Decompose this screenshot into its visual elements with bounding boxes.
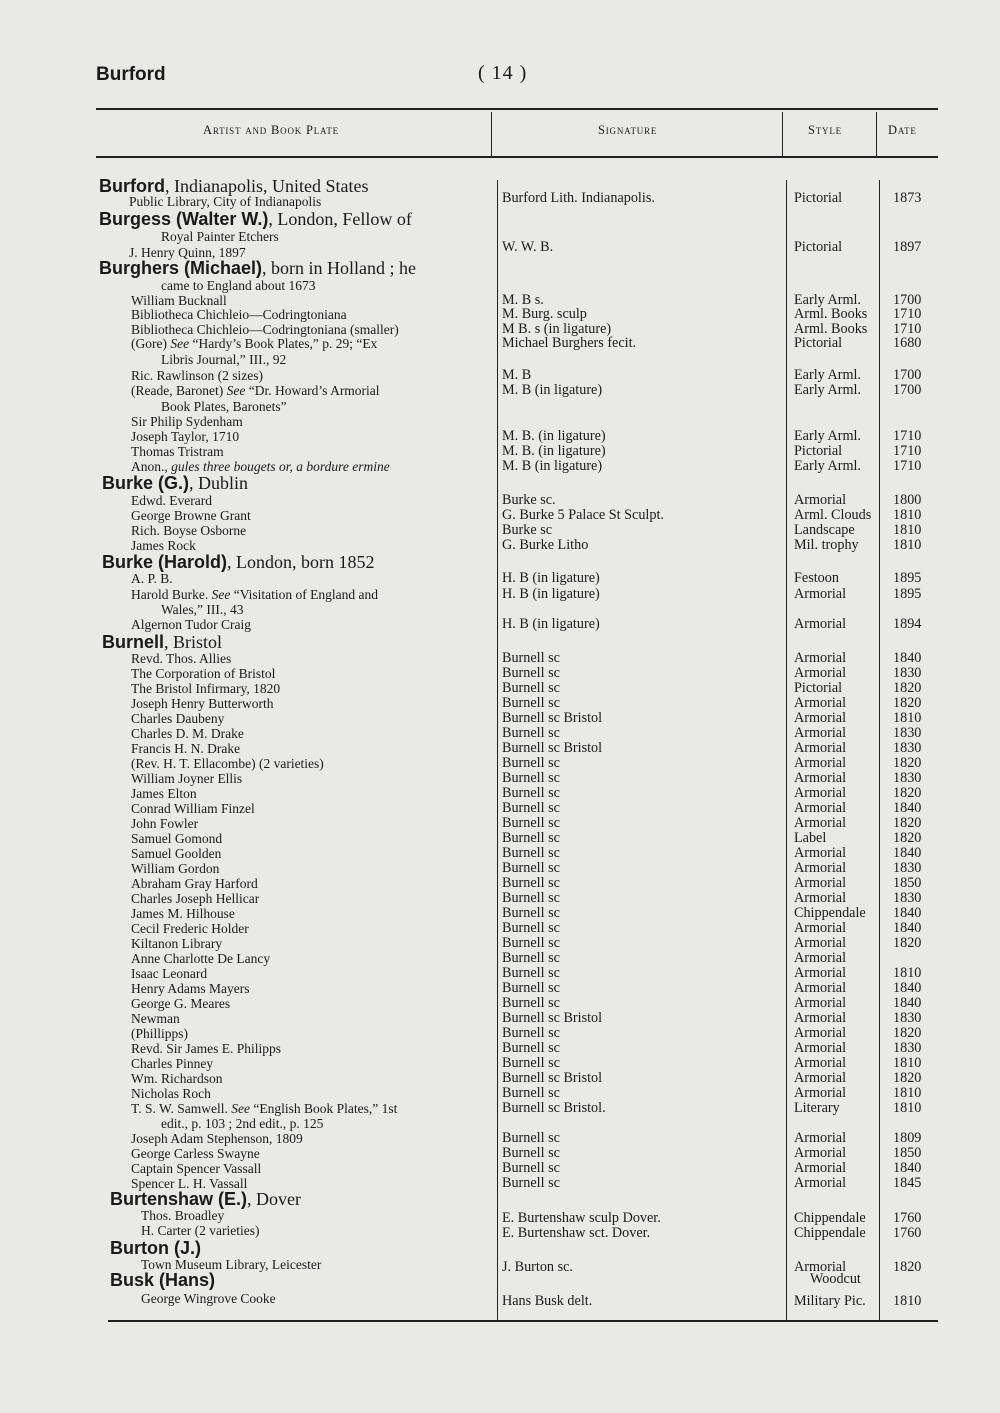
date-cell: 1710	[893, 428, 922, 444]
book-plate-owner: came to England about 1673	[161, 278, 316, 293]
book-plate-owner: The Bristol Infirmary, 1820	[131, 681, 281, 696]
book-plate-owner: Samuel Goolden	[131, 846, 222, 861]
artist-details: , London, Fellow of	[268, 209, 412, 229]
book-plate-owner: A. P. B.	[131, 571, 173, 586]
style-cell: Armorial	[794, 1085, 847, 1101]
signature-cell: H. B (in ligature)	[502, 586, 600, 602]
date-cell: 1894	[893, 616, 922, 632]
date-cell: 1840	[893, 1160, 922, 1176]
column-header-date: Date	[888, 123, 917, 137]
date-cell: 1809	[893, 1130, 922, 1146]
book-plate-owner: J. Henry Quinn, 1897	[129, 245, 246, 260]
style-cell: Armorial	[794, 875, 847, 891]
table-bottom-rule	[108, 1320, 938, 1322]
book-plate-owner: (Phillipps)	[131, 1026, 189, 1041]
book-plate-owner: (Rev. H. T. Ellacombe) (2 varieties)	[131, 756, 324, 771]
signature-cell: Burnell sc	[502, 980, 560, 996]
signature-cell: H. B (in ligature)	[502, 616, 600, 632]
date-cell: 1850	[893, 1145, 922, 1161]
style-cell: Armorial	[794, 710, 847, 726]
book-plate-owner: Wales,” III., 43	[161, 602, 244, 617]
book-plate-owner: Isaac Leonard	[131, 966, 208, 981]
style-cell: Armorial	[794, 1145, 847, 1161]
date-cell: 1897	[893, 239, 922, 255]
book-plate-owner: Wm. Richardson	[131, 1071, 223, 1086]
signature-cell: Burnell sc	[502, 785, 560, 801]
style-cell: Armorial	[794, 1070, 847, 1086]
signature-cell: J. Burton sc.	[502, 1259, 573, 1275]
date-cell: 1810	[893, 522, 922, 538]
signature-cell: Burnell sc	[502, 650, 560, 666]
signature-cell: Burnell sc	[502, 1130, 560, 1146]
signature-cell: Burnell sc	[502, 1025, 560, 1041]
book-plate-owner: Francis H. N. Drake	[131, 741, 241, 756]
signature-cell: Burnell sc	[502, 665, 560, 681]
artist-name: Busk (Hans)	[110, 1270, 216, 1290]
book-plate-owner: Kiltanon Library	[131, 936, 223, 951]
date-cell: 1840	[893, 920, 922, 936]
style-cell: Mil. trophy	[794, 537, 859, 553]
signature-cell: E. Burtenshaw sct. Dover.	[502, 1225, 651, 1241]
style-cell: Armorial	[794, 920, 847, 936]
signature-cell: Michael Burghers fecit.	[502, 335, 637, 351]
signature-cell: Burke sc.	[502, 492, 556, 508]
book-plate-owner: Anne Charlotte De Lancy	[131, 951, 271, 966]
book-plate-owner: Edwd. Everard	[131, 493, 212, 508]
artist-details: , Dublin	[189, 473, 249, 493]
signature-cell: Burnell sc	[502, 935, 560, 951]
style-cell: Armorial	[794, 1055, 847, 1071]
artist-name: Burghers (Michael)	[99, 258, 263, 278]
style-cell: Armorial	[794, 860, 847, 876]
style-cell: Landscape	[794, 522, 855, 538]
artist-entry-heading	[99, 209, 412, 230]
book-plate-owner: Libris Journal,” III., 92	[161, 352, 287, 367]
book-plate-owner: James Rock	[131, 538, 196, 553]
date-cell: 1810	[893, 1085, 922, 1101]
signature-cell: Burnell sc	[502, 1040, 560, 1056]
signature-cell: Burnell sc	[502, 950, 560, 966]
artist-name: Burke (Harold)	[102, 552, 228, 572]
date-cell: 1895	[893, 570, 922, 586]
date-cell: 1830	[893, 740, 922, 756]
style-cell: Armorial	[794, 1175, 847, 1191]
book-plate-owner: Charles Daubeny	[131, 711, 225, 726]
date-cell: 1830	[893, 725, 922, 741]
artist-details: , born in Holland ; he	[262, 258, 417, 278]
date-cell: 1845	[893, 1175, 922, 1191]
date-cell: 1840	[893, 845, 922, 861]
book-plate-owner: Conrad William Finzel	[131, 801, 255, 816]
see-reference: See	[226, 383, 246, 398]
artist-details: , Bristol	[164, 632, 223, 652]
style-cell: Pictorial	[794, 335, 843, 351]
style-cell: Pictorial	[794, 443, 843, 459]
date-cell: 1820	[893, 1025, 922, 1041]
column-header-artist: Artist and Book Plate	[203, 123, 339, 137]
artist-entry-heading	[110, 1189, 301, 1210]
signature-cell: Burnell sc	[502, 800, 560, 816]
signature-cell: Burnell sc Bristol	[502, 1070, 603, 1086]
style-cell: Armorial	[794, 616, 847, 632]
style-cell: Armorial	[794, 650, 847, 666]
style-cell: Chippendale	[794, 1225, 866, 1241]
signature-cell: Burnell sc	[502, 965, 560, 981]
signature-cell: Burnell sc	[502, 830, 560, 846]
book-plate-owner: Spencer L. H. Vassall	[131, 1176, 248, 1191]
book-plate-owner: Joseph Adam Stephenson, 1809	[131, 1131, 303, 1146]
artist-entry-heading	[102, 473, 248, 494]
signature-cell: Burnell sc	[502, 875, 560, 891]
book-plate-owner: Bibliotheca Chichleio—Codringtoniana (smaller)	[131, 322, 399, 337]
style-cell: Military Pic.	[794, 1293, 866, 1309]
book-plate-owner: The Corporation of Bristol	[131, 666, 276, 681]
signature-cell: Burnell sc	[502, 1055, 560, 1071]
blazon-text: gules three bougets or, a bordure ermine	[171, 459, 390, 474]
book-plate-owner: William Bucknall	[131, 293, 227, 308]
book-plate-owner: Joseph Taylor, 1710	[131, 429, 240, 444]
book-plate-owner: William Joyner Ellis	[131, 771, 243, 786]
signature-cell: Burnell sc Bristol	[502, 710, 603, 726]
date-cell: 1680	[893, 335, 922, 351]
book-plate-owner: (Gore) See “Hardy’s Book Plates,” p. 29; “Ex	[131, 336, 378, 351]
page-number: ( 14 )	[478, 62, 528, 84]
book-plate-owner: Anon., gules three bougets or, a bordure ermine	[131, 459, 390, 474]
book-plate-owner: William Gordon	[131, 861, 220, 876]
artist-details: , London, born 1852	[227, 552, 375, 572]
artist-name: Burgess (Walter W.)	[99, 209, 269, 229]
signature-cell: Burnell sc	[502, 755, 560, 771]
book-plate-owner: Bibliotheca Chichleio—Codringtoniana	[131, 307, 347, 322]
signature-cell: Hans Busk delt.	[502, 1293, 593, 1309]
style-cell: Armorial	[794, 770, 847, 786]
book-plate-owner: Rich. Boyse Osborne	[131, 523, 247, 538]
column-divider-1	[491, 112, 492, 156]
book-plate-owner: H. Carter (2 varieties)	[141, 1223, 260, 1238]
book-plate-owner: Captain Spencer Vassall	[131, 1161, 262, 1176]
signature-cell: M. B. (in ligature)	[502, 443, 606, 459]
running-title: Burford	[96, 64, 166, 85]
column-divider-3	[876, 112, 877, 156]
signature-cell: G. Burke Litho	[502, 537, 589, 553]
style-cell: Armorial	[794, 980, 847, 996]
style-cell: Armorial	[794, 785, 847, 801]
date-cell: 1873	[893, 190, 922, 206]
signature-cell: Burnell sc	[502, 1085, 560, 1101]
signature-cell: M. Burg. sculp	[502, 306, 587, 322]
column-header-signature: Signature	[598, 123, 658, 137]
date-cell: 1710	[893, 321, 922, 337]
date-cell: 1830	[893, 665, 922, 681]
book-plate-owner: Thomas Tristram	[131, 444, 224, 459]
book-plate-owner: Cecil Frederic Holder	[131, 921, 249, 936]
see-reference: See	[211, 587, 231, 602]
date-cell: 1820	[893, 695, 922, 711]
date-cell: 1840	[893, 800, 922, 816]
style-cell: Armorial	[794, 845, 847, 861]
style-cell: Armorial	[794, 725, 847, 741]
book-plate-owner: Town Museum Library, Leicester	[141, 1257, 322, 1272]
style-cell: Armorial	[794, 586, 847, 602]
date-cell: 1710	[893, 443, 922, 459]
date-cell: 1710	[893, 458, 922, 474]
date-cell: 1820	[893, 785, 922, 801]
book-plate-owner: (Reade, Baronet) See “Dr. Howard’s Armorial	[131, 383, 380, 398]
style-cell: Armorial	[794, 965, 847, 981]
book-plate-owner: Revd. Sir James E. Philipps	[131, 1041, 282, 1056]
date-cell: 1820	[893, 680, 922, 696]
signature-cell: Burnell sc	[502, 845, 560, 861]
style-cell: Armorial	[794, 815, 847, 831]
style-cell: Armorial	[794, 1025, 847, 1041]
signature-cell: Burnell sc	[502, 890, 560, 906]
artist-entry-heading	[110, 1270, 215, 1291]
signature-cell: Burnell sc	[502, 725, 560, 741]
style-cell: Early Arml.	[794, 292, 861, 308]
style-cell: Literary	[794, 1100, 840, 1116]
date-cell: 1810	[893, 1100, 922, 1116]
style-cell: Armorial	[794, 890, 847, 906]
signature-cell: W. W. B.	[502, 239, 554, 255]
style-cell: Armorial	[794, 1130, 847, 1146]
date-cell: 1830	[893, 890, 922, 906]
signature-cell: Burnell sc	[502, 860, 560, 876]
date-cell: 1810	[893, 1293, 922, 1309]
style-cell: Armorial	[794, 1010, 847, 1026]
artist-name: Burton (J.)	[110, 1238, 201, 1258]
style-cell: Armorial	[794, 950, 847, 966]
date-cell: 1820	[893, 830, 922, 846]
style-cell: Festoon	[794, 570, 839, 586]
style-cell: Arml. Clouds	[794, 507, 872, 523]
style-cell: Chippendale	[794, 905, 866, 921]
signature-cell: Burnell sc Bristol	[502, 1010, 603, 1026]
artist-entry-heading	[102, 632, 222, 653]
style-cell: Chippendale	[794, 1210, 866, 1226]
book-plate-owner: Newman	[131, 1011, 180, 1026]
see-reference: See	[170, 336, 190, 351]
style-cell: Armorial	[794, 740, 847, 756]
date-cell: 1820	[893, 815, 922, 831]
column-divider-2	[782, 112, 783, 156]
artist-name: Burford	[99, 176, 165, 196]
book-plate-owner: Thos. Broadley	[141, 1208, 225, 1223]
style-cell: Armorial	[794, 665, 847, 681]
book-plate-owner: Charles Pinney	[131, 1056, 214, 1071]
date-cell: 1810	[893, 710, 922, 726]
style-cell: Armorial	[794, 1160, 847, 1176]
date-cell: 1840	[893, 980, 922, 996]
style-cell: Armorial	[794, 1040, 847, 1056]
signature-cell: Burford Lith. Indianapolis.	[502, 190, 655, 206]
book-plate-owner: Samuel Gomond	[131, 831, 223, 846]
signature-cell: M. B (in ligature)	[502, 382, 603, 398]
style-cell: Early Arml.	[794, 428, 861, 444]
style-cell: Arml. Books	[794, 306, 868, 322]
style-cell: Early Arml.	[794, 382, 861, 398]
date-cell: 1760	[893, 1210, 922, 1226]
style-cell: Early Arml.	[794, 367, 861, 383]
book-plate-owner: Abraham Gray Harford	[131, 876, 258, 891]
signature-cell: Burnell sc	[502, 695, 560, 711]
date-cell: 1760	[893, 1225, 922, 1241]
date-cell: 1840	[893, 650, 922, 666]
signature-cell: E. Burtenshaw sculp Dover.	[502, 1210, 661, 1226]
date-cell: 1810	[893, 537, 922, 553]
style-cell: Arml. Books	[794, 321, 868, 337]
signature-cell: Burnell sc	[502, 905, 560, 921]
signature-cell: M B. s (in ligature)	[502, 321, 612, 337]
artist-entry-heading	[102, 552, 375, 573]
signature-cell: Burnell sc	[502, 995, 560, 1011]
date-cell: 1820	[893, 1259, 922, 1275]
signature-cell: Burnell sc	[502, 920, 560, 936]
book-plate-owner: Ric. Rawlinson (2 sizes)	[131, 368, 263, 383]
book-plate-owner: George Carless Swayne	[131, 1146, 260, 1161]
signature-cell: H. B (in ligature)	[502, 570, 600, 586]
style-cell: Woodcut	[810, 1271, 861, 1287]
date-cell: 1810	[893, 965, 922, 981]
style-cell: Armorial	[794, 935, 847, 951]
style-cell: Armorial	[794, 492, 847, 508]
signature-cell: Burnell sc Bristol.	[502, 1100, 606, 1116]
book-plate-owner: George Browne Grant	[131, 508, 251, 523]
book-plate-owner: Revd. Thos. Allies	[131, 651, 232, 666]
book-plate-owner: Royal Painter Etchers	[161, 229, 279, 244]
signature-cell: Burnell sc	[502, 815, 560, 831]
date-cell: 1700	[893, 367, 922, 383]
book-plate-owner: edit., p. 103 ; 2nd edit., p. 125	[161, 1116, 324, 1131]
style-cell: Early Arml.	[794, 458, 861, 474]
date-cell: 1810	[893, 507, 922, 523]
style-cell: Armorial	[794, 995, 847, 1011]
style-cell: Pictorial	[794, 190, 843, 206]
artist-entry-heading	[110, 1238, 201, 1259]
book-plate-owner: James Elton	[131, 786, 197, 801]
signature-cell: M. B (in ligature)	[502, 458, 603, 474]
book-plate-owner: George G. Meares	[131, 996, 231, 1011]
date-cell: 1700	[893, 292, 922, 308]
column-divider-date	[879, 180, 880, 1320]
date-cell: 1700	[893, 382, 922, 398]
style-cell: Armorial	[794, 1259, 847, 1275]
style-cell: Armorial	[794, 755, 847, 771]
date-cell: 1820	[893, 1070, 922, 1086]
date-cell: 1810	[893, 1055, 922, 1071]
book-plate-owner: Nicholas Roch	[131, 1086, 211, 1101]
signature-cell: Burke sc	[502, 522, 553, 538]
date-cell: 1830	[893, 1010, 922, 1026]
date-cell: 1840	[893, 905, 922, 921]
date-cell: 1710	[893, 306, 922, 322]
style-cell: Pictorial	[794, 680, 843, 696]
book-plate-owner: T. S. W. Samwell. See “English Book Plates,” 1st	[131, 1101, 398, 1116]
book-plate-owner: Harold Burke. See “Visitation of England and	[131, 587, 378, 602]
style-cell: Armorial	[794, 695, 847, 711]
style-cell: Armorial	[794, 800, 847, 816]
book-plate-owner: Sir Philip Sydenham	[131, 414, 243, 429]
book-plate-owner: Algernon Tudor Craig	[131, 617, 252, 632]
book-plate-owner: Public Library, City of Indianapolis	[129, 194, 322, 209]
signature-cell: Burnell sc	[502, 1145, 560, 1161]
book-plate-owner: Charles D. M. Drake	[131, 726, 244, 741]
date-cell: 1830	[893, 860, 922, 876]
book-plate-owner: James M. Hilhouse	[131, 906, 235, 921]
column-header-style: Style	[808, 123, 842, 137]
date-cell: 1840	[893, 995, 922, 1011]
column-divider-signature	[497, 180, 498, 1320]
artist-name: Burtenshaw (E.)	[110, 1189, 248, 1209]
style-cell: Label	[794, 830, 827, 846]
header-bottom-rule	[96, 156, 938, 158]
book-plate-owner: George Wingrove Cooke	[141, 1291, 276, 1306]
book-plate-owner: John Fowler	[131, 816, 199, 831]
signature-cell: Burnell sc	[502, 770, 560, 786]
signature-cell: Burnell sc	[502, 1175, 560, 1191]
signature-cell: Burnell sc	[502, 1160, 560, 1176]
table-top-rule	[96, 108, 938, 110]
date-cell: 1820	[893, 935, 922, 951]
book-plate-owner: Henry Adams Mayers	[131, 981, 250, 996]
column-divider-style	[786, 180, 787, 1320]
book-plate-owner: Joseph Henry Butterworth	[131, 696, 274, 711]
artist-entry-heading	[99, 258, 416, 279]
see-reference: See	[231, 1101, 250, 1116]
book-plate-owner: Charles Joseph Hellicar	[131, 891, 260, 906]
date-cell: 1800	[893, 492, 922, 508]
signature-cell: G. Burke 5 Palace St Sculpt.	[502, 507, 664, 523]
date-cell: 1820	[893, 755, 922, 771]
date-cell: 1830	[893, 770, 922, 786]
book-plate-owner: Book Plates, Baronets”	[161, 399, 287, 414]
style-cell: Pictorial	[794, 239, 843, 255]
signature-cell: M. B s.	[502, 292, 544, 308]
signature-cell: M. B. (in ligature)	[502, 428, 606, 444]
date-cell: 1850	[893, 875, 922, 891]
signature-cell: Burnell sc Bristol	[502, 740, 603, 756]
signature-cell: M. B	[502, 367, 532, 383]
signature-cell: Burnell sc	[502, 680, 560, 696]
artist-details: , Dover	[247, 1189, 301, 1209]
artist-details: , Indianapolis, United States	[165, 176, 369, 196]
artist-name: Burke (G.)	[102, 473, 190, 493]
date-cell: 1830	[893, 1040, 922, 1056]
date-cell: 1895	[893, 586, 922, 602]
artist-name: Burnell	[102, 632, 165, 652]
